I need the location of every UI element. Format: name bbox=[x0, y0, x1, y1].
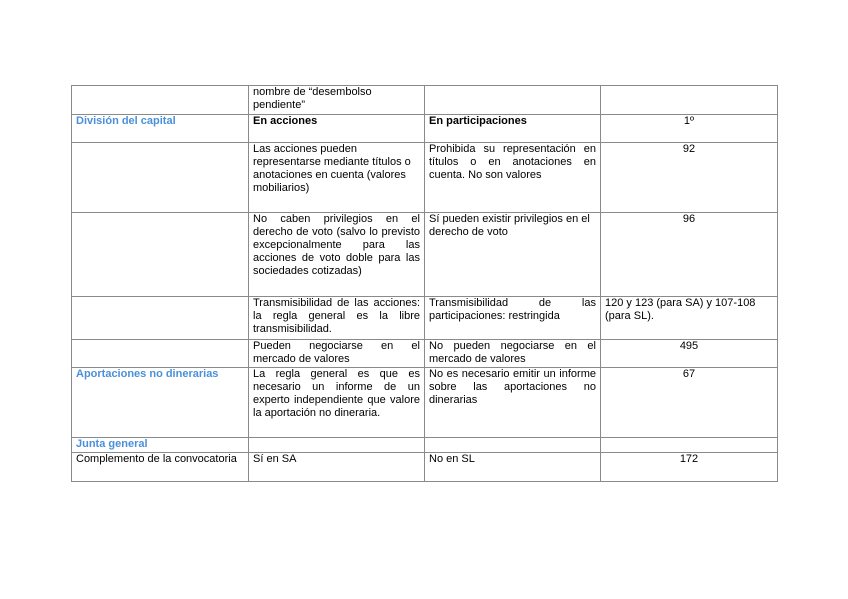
sl-cell: No pueden negociarse en el mercado de valores bbox=[425, 340, 601, 368]
row-label-cell: Complemento de la convocatoria bbox=[72, 453, 249, 482]
sl-cell bbox=[425, 438, 601, 453]
section-heading-junta-general: Junta general bbox=[72, 438, 249, 453]
sl-cell: Transmisibilidad de las participaciones: restringida bbox=[425, 297, 601, 340]
table-row bbox=[72, 438, 778, 453]
sl-cell: Prohibida su representación en títulos o en anotaciones en cuenta. No son valores bbox=[425, 143, 601, 213]
column-heading-participaciones: En participaciones bbox=[425, 115, 601, 143]
table-row bbox=[72, 213, 778, 297]
article-cell bbox=[601, 86, 778, 115]
sa-cell: La regla general es que es necesario un informe de un experto independiente que valore la aportación no dineraria. bbox=[249, 368, 425, 438]
sa-cell: nombre de “desembolso pendiente” bbox=[249, 86, 425, 115]
sl-cell: Sí pueden existir privilegios en el derecho de voto bbox=[425, 213, 601, 297]
comparison-table bbox=[71, 85, 778, 482]
sl-cell: No en SL bbox=[425, 453, 601, 482]
row-label-cell bbox=[72, 340, 249, 368]
table-row bbox=[72, 86, 778, 115]
sa-cell: Sí en SA bbox=[249, 453, 425, 482]
sa-cell: Pueden negociarse en el mercado de valores bbox=[249, 340, 425, 368]
sl-cell: No es necesario emitir un informe sobre las aportaciones no dinerarias bbox=[425, 368, 601, 438]
sa-cell bbox=[249, 438, 425, 453]
section-heading-aportaciones: Aportaciones no dinerarias bbox=[72, 368, 249, 438]
row-label-cell bbox=[72, 143, 249, 213]
article-cell: 1º bbox=[601, 115, 778, 143]
article-cell: 96 bbox=[601, 213, 778, 297]
article-cell: 92 bbox=[601, 143, 778, 213]
sa-cell: Transmisibilidad de las acciones: la regla general es la libre transmisibilidad. bbox=[249, 297, 425, 340]
article-cell: 67 bbox=[601, 368, 778, 438]
table-row bbox=[72, 297, 778, 340]
row-label-cell bbox=[72, 213, 249, 297]
sa-cell: Las acciones pueden representarse mediante títulos o anotaciones en cuenta (valores mobiliarios) bbox=[249, 143, 425, 213]
article-cell: 172 bbox=[601, 453, 778, 482]
column-heading-acciones: En acciones bbox=[249, 115, 425, 143]
row-label-cell bbox=[72, 86, 249, 115]
table-row bbox=[72, 115, 778, 143]
section-heading-division-capital: División del capital bbox=[72, 115, 249, 143]
table-row bbox=[72, 368, 778, 438]
article-cell bbox=[601, 438, 778, 453]
sa-cell: No caben privilegios en el derecho de voto (salvo lo previsto excepcionalmente para las acciones de voto doble para las sociedades cotizadas) bbox=[249, 213, 425, 297]
table-row bbox=[72, 453, 778, 482]
sl-cell bbox=[425, 86, 601, 115]
row-label-cell bbox=[72, 297, 249, 340]
table-row bbox=[72, 143, 778, 213]
table-row bbox=[72, 340, 778, 368]
article-cell: 495 bbox=[601, 340, 778, 368]
article-cell: 120 y 123 (para SA) y 107-108 (para SL). bbox=[601, 297, 778, 340]
